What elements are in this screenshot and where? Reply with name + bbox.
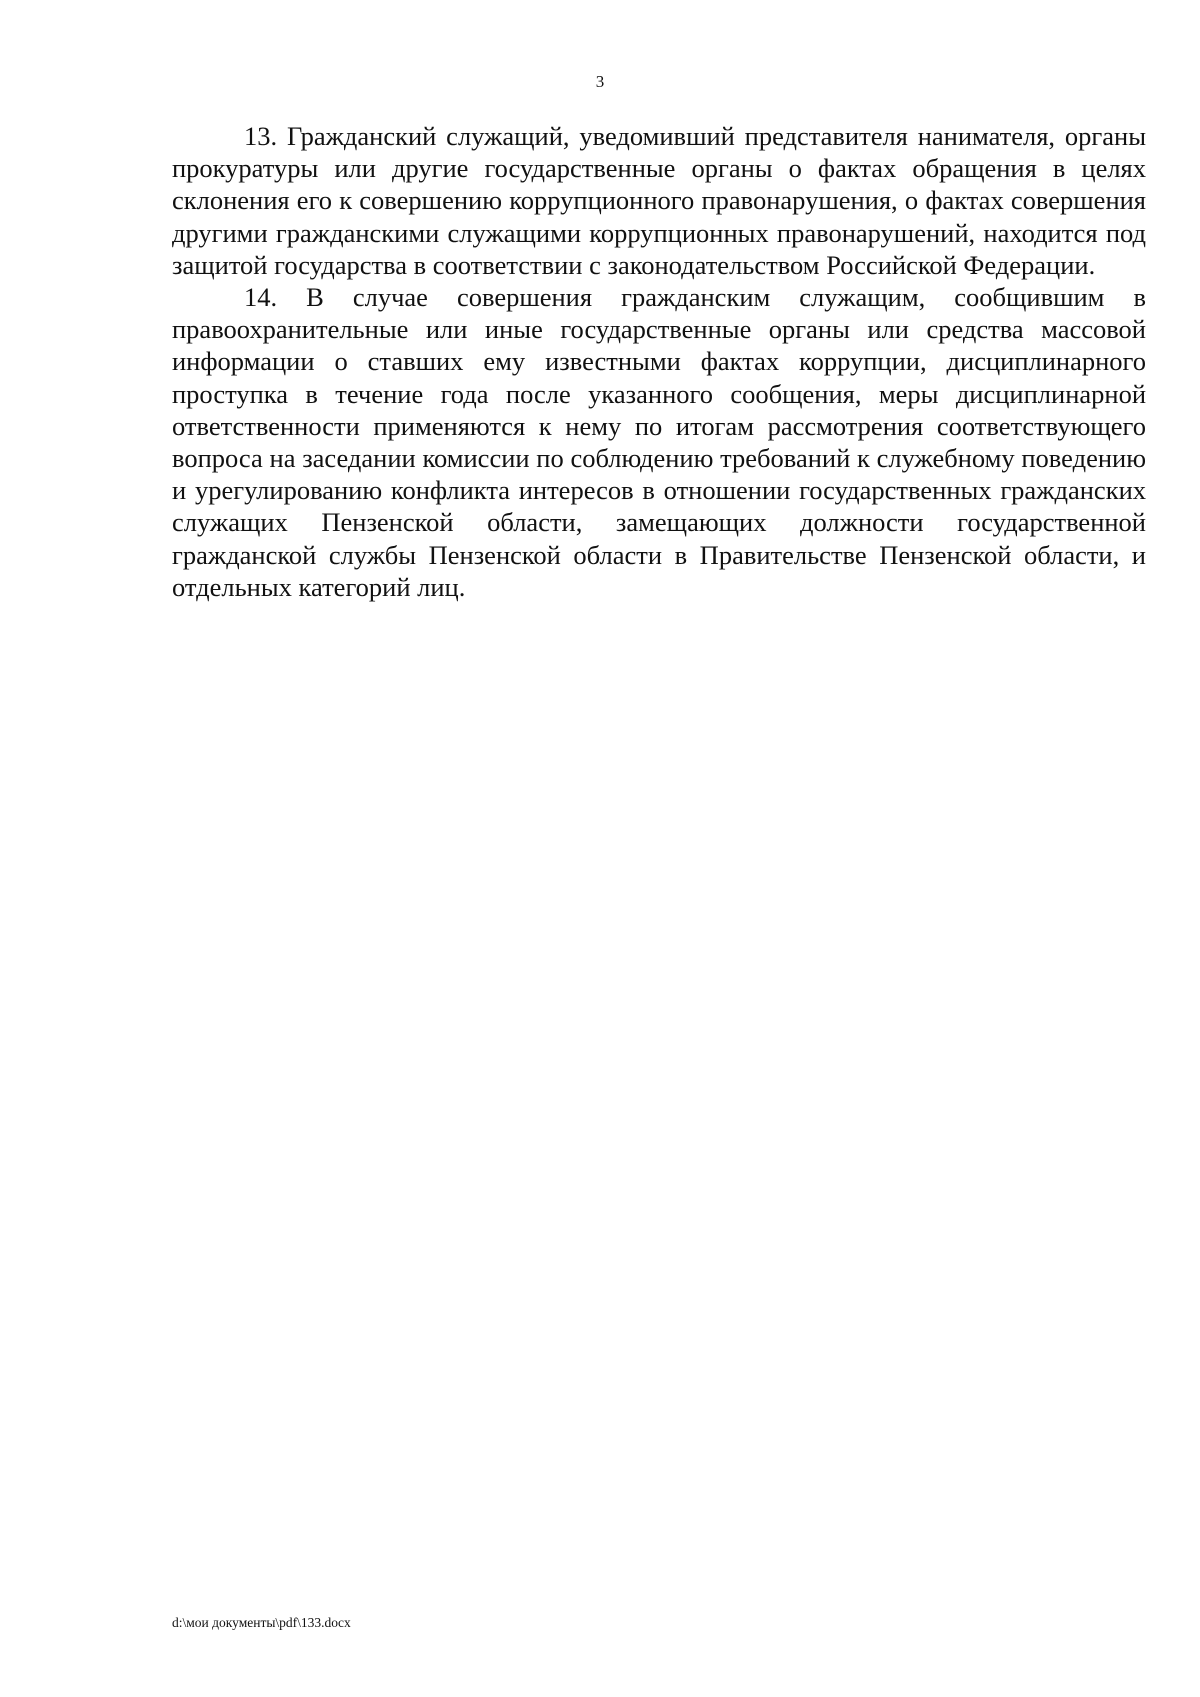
page-number: 3	[595, 72, 605, 91]
document-body	[172, 120, 1146, 603]
paragraph-14: 14. В случае совершения гражданским служащим, сообщившим в правоохранительные или иные государственные органы или средства массовой информации о ставших ему известными фактах коррупции, дисциплинарного проступка в течение года после указанного сообщения, меры дисциплинарной ответственности применяются к нему по итогам рассмотрения соответствующего вопроса на заседании комиссии по соблюдению требований к служебному поведению и урегулированию конфликта интересов в отношении государственных гражданских служащих Пензенской области, замещающих должности государственной гражданской службы Пензенской области в Правительстве Пензенской области, и отдельных категорий лиц.	[172, 282, 1146, 602]
paragraph-13: 13. Гражданский служащий, уведомивший представителя нанимателя, органы прокуратуры или другие государственные органы о фактах обращения в целях склонения его к совершению коррупционного правонарушения, о фактах совершения другими гражданскими служащими коррупционных правонарушений, находится под защитой государства в соответствии с законодательством Российской Федерации.	[172, 121, 1146, 280]
footer-file-path: d:\мои документы\pdf\133.docx	[172, 1615, 351, 1630]
